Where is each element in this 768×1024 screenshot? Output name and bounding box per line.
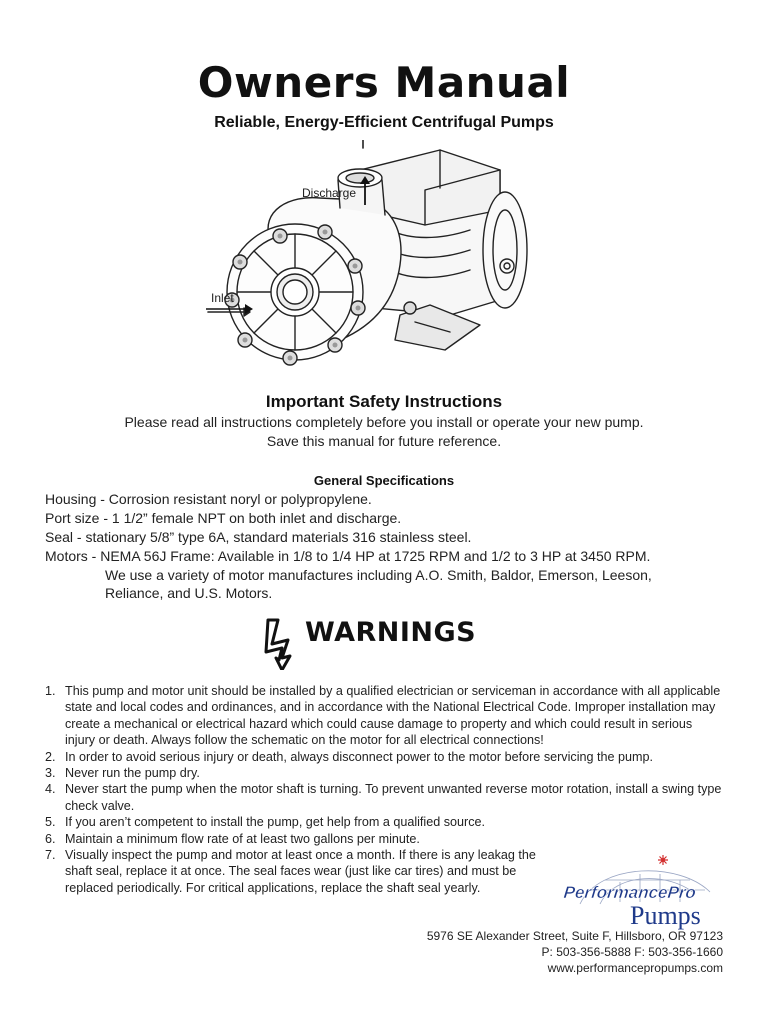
logo-text-secondary: Pumps	[630, 901, 701, 930]
list-number: 4.	[45, 782, 56, 797]
list-number: 5.	[45, 815, 56, 830]
list-text: This pump and motor unit should be installed by a qualified electrician or serviceman in accordance with all applicable state and local codes and ordinances, and in accordance with the National Electrical Code. Improper installation may create a mechanical or electrical hazard which could cause damage to property and which could result in serious injury or death. Always follow the schematic on the motor for all electrical connections!	[65, 684, 721, 748]
discharge-arrow-icon	[358, 175, 372, 207]
list-number: 6.	[45, 831, 56, 846]
list-text: Maintain a minimum flow rate of at least two gallons per minute.	[65, 831, 420, 846]
specifications-heading: General Specifications	[313, 473, 455, 488]
list-text: Never run the pump dry.	[65, 766, 200, 781]
lightning-bolt-icon	[262, 618, 306, 670]
list-number: 7.	[45, 848, 56, 863]
spec-seal: Seal - stationary 5/8” type 6A, standard materials 316 stainless steel.	[45, 529, 472, 545]
spec-port-size: Port size - 1 1/2” female NPT on both inlet and discharge.	[45, 510, 402, 526]
list-item	[45, 814, 725, 830]
list-item	[45, 765, 725, 781]
warnings-heading: WARNINGS	[305, 617, 477, 648]
company-website: www.performancepropumps.com	[547, 961, 723, 975]
company-address: 5976 SE Alexander Street, Suite F, Hillsboro, OR 97123	[426, 929, 723, 943]
safety-heading: Important Safety Instructions	[265, 392, 503, 411]
list-text: Never start the pump when the motor shaft is turning. To prevent unwanted reverse motor rotation, install a swing type check valve.	[65, 782, 722, 813]
safety-instruction-line: Please read all instructions completely before you install or operate your new pump.	[124, 414, 644, 430]
list-item	[45, 831, 725, 847]
list-item	[45, 749, 725, 765]
spec-motors-continued: We use a variety of motor manufactures including A.O. Smith, Baldor, Emerson, Leeson,	[105, 567, 652, 583]
list-number: 3.	[45, 766, 56, 781]
page-subtitle: Reliable, Energy-Efficient Centrifugal Pumps	[214, 114, 554, 131]
discharge-label: Discharge	[302, 186, 357, 200]
safety-instruction-line: Save this manual for future reference.	[266, 433, 502, 449]
list-item	[45, 683, 725, 749]
list-text: In order to avoid serious injury or death, always disconnect power to the motor before servicing the pump.	[65, 749, 654, 764]
list-text: Visually inspect the pump and motor at least once a month. If there is any leakag the shaft seal, replace it at once. The seal faces wear (just like car tires) and must be replaced periodically. For critical applications, replace the shaft seal yearly.	[65, 848, 536, 895]
list-number: 1.	[45, 684, 56, 698]
inlet-arrow-icon	[205, 302, 255, 316]
company-phone: P: 503-356-5888 F: 503-356-1660	[541, 945, 723, 959]
list-text: If you aren’t competent to install the pump, get help from a qualified source.	[65, 815, 486, 830]
spec-housing: Housing - Corrosion resistant noryl or polypropylene.	[45, 491, 372, 507]
logo-text-primary: PerformancePro	[562, 883, 697, 902]
page-title: Owners Manual	[197, 58, 571, 107]
list-item	[45, 781, 725, 814]
performance-pro-pumps-logo	[560, 852, 720, 932]
list-number: 2.	[45, 749, 56, 764]
spec-motors: Motors - NEMA 56J Frame: Available in 1/8 to 1/4 HP at 1725 RPM and 1/2 to 3 HP at 3450 RPM.	[45, 548, 651, 564]
inlet-label: Inlet	[211, 291, 234, 305]
spec-motors-continued: Reliance, and U.S. Motors.	[105, 585, 273, 601]
